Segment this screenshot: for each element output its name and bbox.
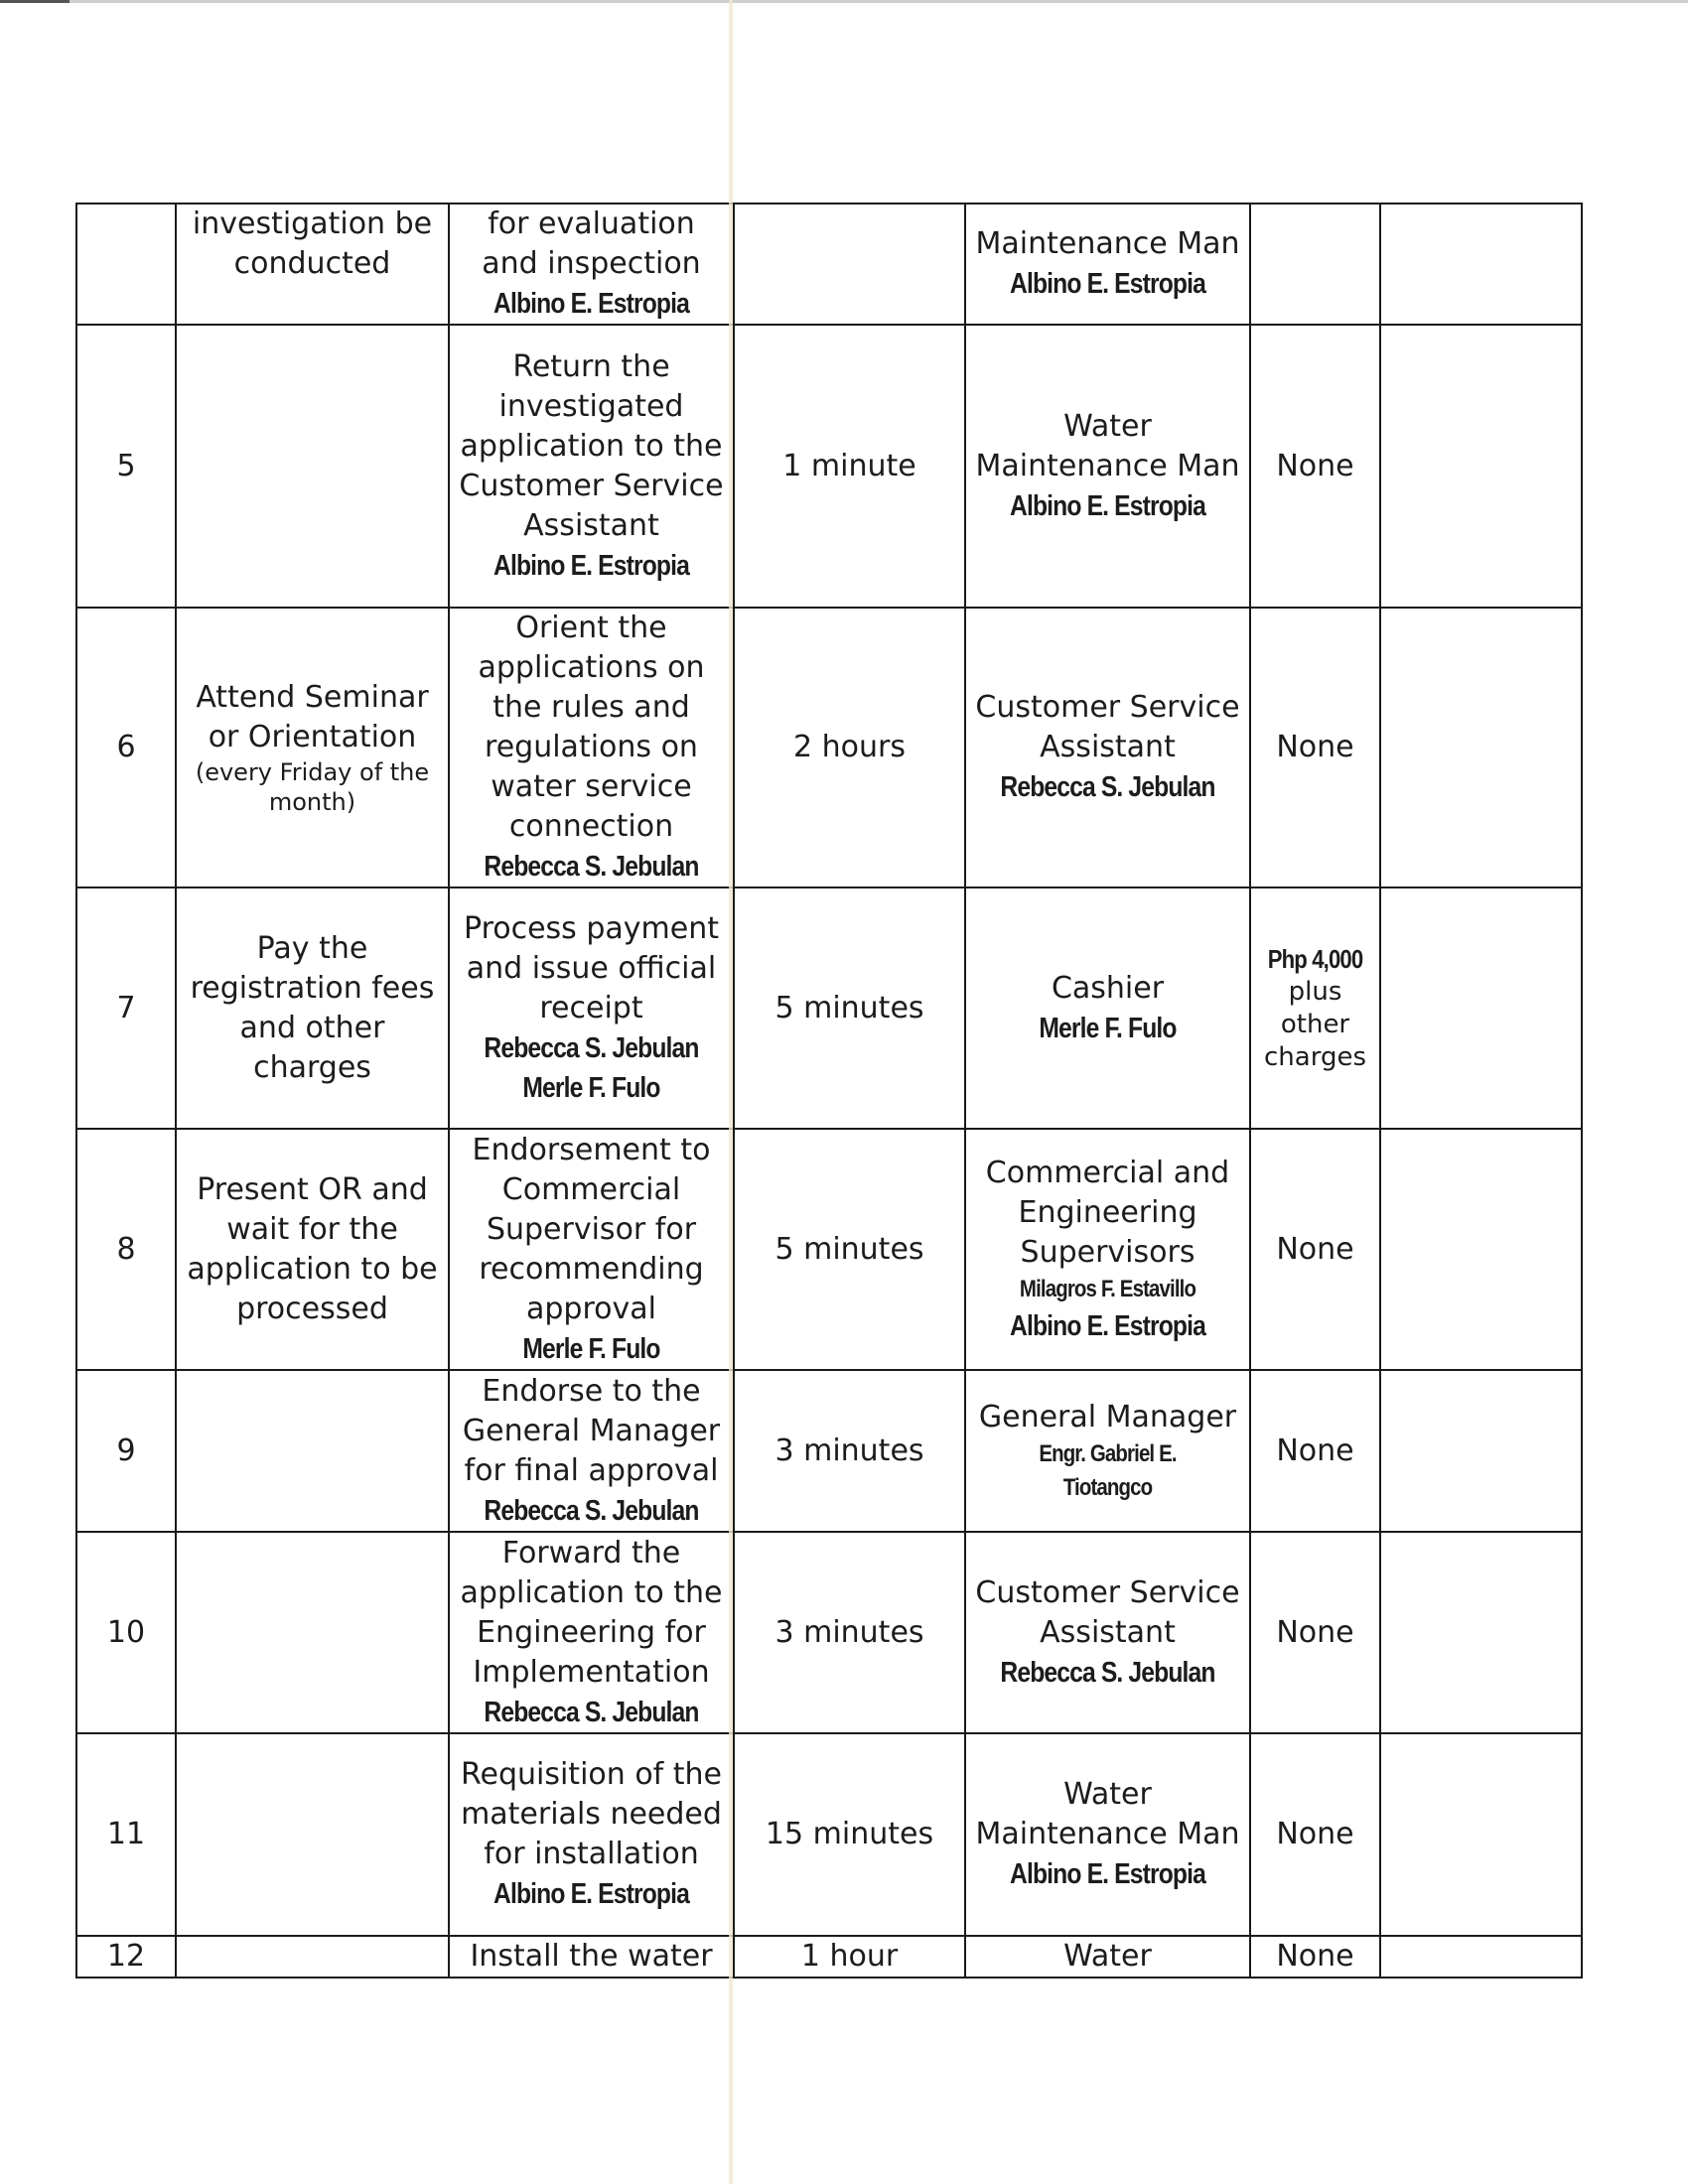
agency-person-name: Rebecca S. Jebulan (484, 851, 699, 883)
fees: None (1276, 448, 1354, 483)
step-number: 5 (76, 325, 176, 608)
client-step: Pay the registration fees and other charges (190, 930, 435, 1085)
step-number: 10 (76, 1532, 176, 1733)
person-role: Maintenance Man (975, 226, 1240, 261)
remarks-cell (1380, 1532, 1582, 1733)
person-responsible-cell (965, 1370, 1250, 1532)
step-number: 8 (76, 1129, 176, 1370)
fees-cell (1250, 1532, 1380, 1733)
agency-action-cell (449, 325, 734, 608)
fees-cell (1250, 204, 1380, 325)
agency-person-name: Merle F. Fulo (522, 1332, 660, 1365)
person-role: Customer Service Assistant (975, 690, 1240, 764)
person-responsible-cell (965, 1532, 1250, 1733)
remarks-cell (1380, 1129, 1582, 1370)
person-name: Merle F. Fulo (1039, 1012, 1177, 1044)
person-responsible-cell (965, 1129, 1250, 1370)
client-step: investigation be conducted (192, 206, 433, 281)
agency-person-name: Albino E. Estropia (493, 1878, 689, 1910)
remarks-cell (1380, 1370, 1582, 1532)
step-number: 6 (76, 608, 176, 887)
client-step-cell (176, 325, 449, 608)
agency-action: Orient the applications on the rules and regulations on water service connection (478, 611, 705, 844)
agency-action-cell (449, 204, 734, 325)
person-responsible-cell (965, 1733, 1250, 1936)
person-name: Rebecca S. Jebulan (1000, 1656, 1215, 1689)
step-number: 9 (76, 1370, 176, 1532)
person-responsible-cell (965, 608, 1250, 887)
fee-note: plus other charges (1264, 976, 1366, 1072)
agency-person-name: Rebecca S. Jebulan (484, 1494, 699, 1527)
fees-cell (1250, 608, 1380, 887)
agency-action-cell (449, 1936, 734, 1978)
table-row (76, 1733, 1582, 1936)
person-responsible-cell (965, 325, 1250, 608)
fees-cell (1250, 1129, 1380, 1370)
fees-cell (1250, 1370, 1380, 1532)
procedure-table (75, 203, 1583, 1979)
agency-person-name: Rebecca S. Jebulan (484, 1696, 699, 1728)
step-number (76, 204, 176, 325)
person-name: Albino E. Estropia (1010, 1858, 1205, 1890)
client-step-cell (176, 1733, 449, 1936)
remarks-cell (1380, 887, 1582, 1129)
step-number: 12 (76, 1936, 176, 1978)
agency-action: Process payment and issue official receipt (464, 910, 719, 1025)
top-border-mark (0, 0, 70, 3)
fees-cell (1250, 1936, 1380, 1978)
agency-person-name: Albino E. Estropia (493, 288, 689, 320)
table-row (76, 1370, 1582, 1532)
person-name: Rebecca S. Jebulan (1000, 771, 1215, 803)
agency-person-name: Rebecca S. Jebulan (484, 1031, 699, 1064)
agency-action-cell (449, 1129, 734, 1370)
step-number: 7 (76, 887, 176, 1129)
agency-person-name: Albino E. Estropia (493, 549, 689, 582)
agency-action-cell (449, 887, 734, 1129)
agency-action-cell (449, 1370, 734, 1532)
person-responsible-cell (965, 887, 1250, 1129)
person-role: Customer Service Assistant (975, 1574, 1240, 1650)
person-role: Water Maintenance Man (975, 408, 1240, 483)
client-step-cell (176, 1370, 449, 1532)
top-border-line (0, 0, 1688, 3)
page-fold-line (729, 0, 733, 2184)
processing-time: 3 minutes (734, 1370, 965, 1532)
agency-action-cell (449, 1733, 734, 1936)
fees-cell (1250, 887, 1380, 1129)
agency-person-name: Merle F. Fulo (522, 1071, 660, 1104)
person-name: Milagros F. Estavillo (1019, 1275, 1196, 1302)
fees: None (1276, 1614, 1354, 1650)
person-role: General Manager (978, 1399, 1237, 1434)
client-step-cell (176, 1129, 449, 1370)
table-row (76, 325, 1582, 608)
person-role: Commercial and Engineering Supervisors (985, 1155, 1230, 1270)
remarks-cell (1380, 204, 1582, 325)
fees: None (1276, 1433, 1354, 1468)
person-name: Albino E. Estropia (1010, 489, 1205, 522)
processing-time: 1 minute (734, 325, 965, 608)
table-row (76, 608, 1582, 887)
agency-action: Forward the application to the Engineering for Implementation (460, 1535, 723, 1690)
person-name: Engr. Gabriel E. Tiotangco (1039, 1439, 1177, 1501)
processing-time: 15 minutes (734, 1733, 965, 1936)
person-name: Albino E. Estropia (1010, 268, 1205, 300)
agency-action: Requisition of the materials needed for installation (461, 1757, 722, 1871)
fees: None (1276, 1939, 1354, 1974)
processing-time: 5 minutes (734, 887, 965, 1129)
person-role: Water Maintenance Man (975, 1777, 1240, 1851)
person-role: Water (1063, 1939, 1152, 1974)
client-step-cell (176, 887, 449, 1129)
agency-action: for evaluation and inspection (482, 206, 701, 281)
remarks-cell (1380, 325, 1582, 608)
processing-time: 1 hour (734, 1936, 965, 1978)
person-role: Cashier (1051, 970, 1165, 1006)
table-row (76, 204, 1582, 325)
client-step-cell (176, 1532, 449, 1733)
agency-action: Install the water (470, 1939, 713, 1974)
remarks-cell (1380, 1733, 1582, 1936)
processing-time: 5 minutes (734, 1129, 965, 1370)
person-responsible-cell (965, 204, 1250, 325)
client-step-cell (176, 608, 449, 887)
processing-time: 3 minutes (734, 1532, 965, 1733)
client-step-note: (every Friday of the month) (195, 758, 430, 816)
remarks-cell (1380, 1936, 1582, 1978)
table-row (76, 887, 1582, 1129)
fee-amount: Php 4,000 (1267, 943, 1363, 974)
remarks-cell (1380, 608, 1582, 887)
fees-cell (1250, 1733, 1380, 1936)
fees: None (1276, 730, 1354, 764)
agency-action-cell (449, 1532, 734, 1733)
processing-time: 2 hours (734, 608, 965, 887)
table-row (76, 1129, 1582, 1370)
step-number: 11 (76, 1733, 176, 1936)
agency-action: Endorse to the General Manager for final approval (462, 1373, 721, 1488)
table-row (76, 1936, 1582, 1978)
fees-cell (1250, 325, 1380, 608)
client-step: Present OR and wait for the application to be processed (187, 1171, 438, 1326)
table-row (76, 1532, 1582, 1733)
fees: None (1276, 1231, 1354, 1267)
client-step: Attend Seminar or Orientation (196, 680, 429, 754)
person-responsible-cell (965, 1936, 1250, 1978)
agency-action: Return the investigated application to the Customer Service Assistant (459, 348, 724, 543)
client-step-cell (176, 204, 449, 325)
client-step-cell (176, 1936, 449, 1978)
person-name: Albino E. Estropia (1010, 1309, 1205, 1342)
agency-action-cell (449, 608, 734, 887)
fees: None (1276, 1817, 1354, 1851)
processing-time (734, 204, 965, 325)
agency-action: Endorsement to Commercial Supervisor for recommending approval (472, 1132, 711, 1326)
